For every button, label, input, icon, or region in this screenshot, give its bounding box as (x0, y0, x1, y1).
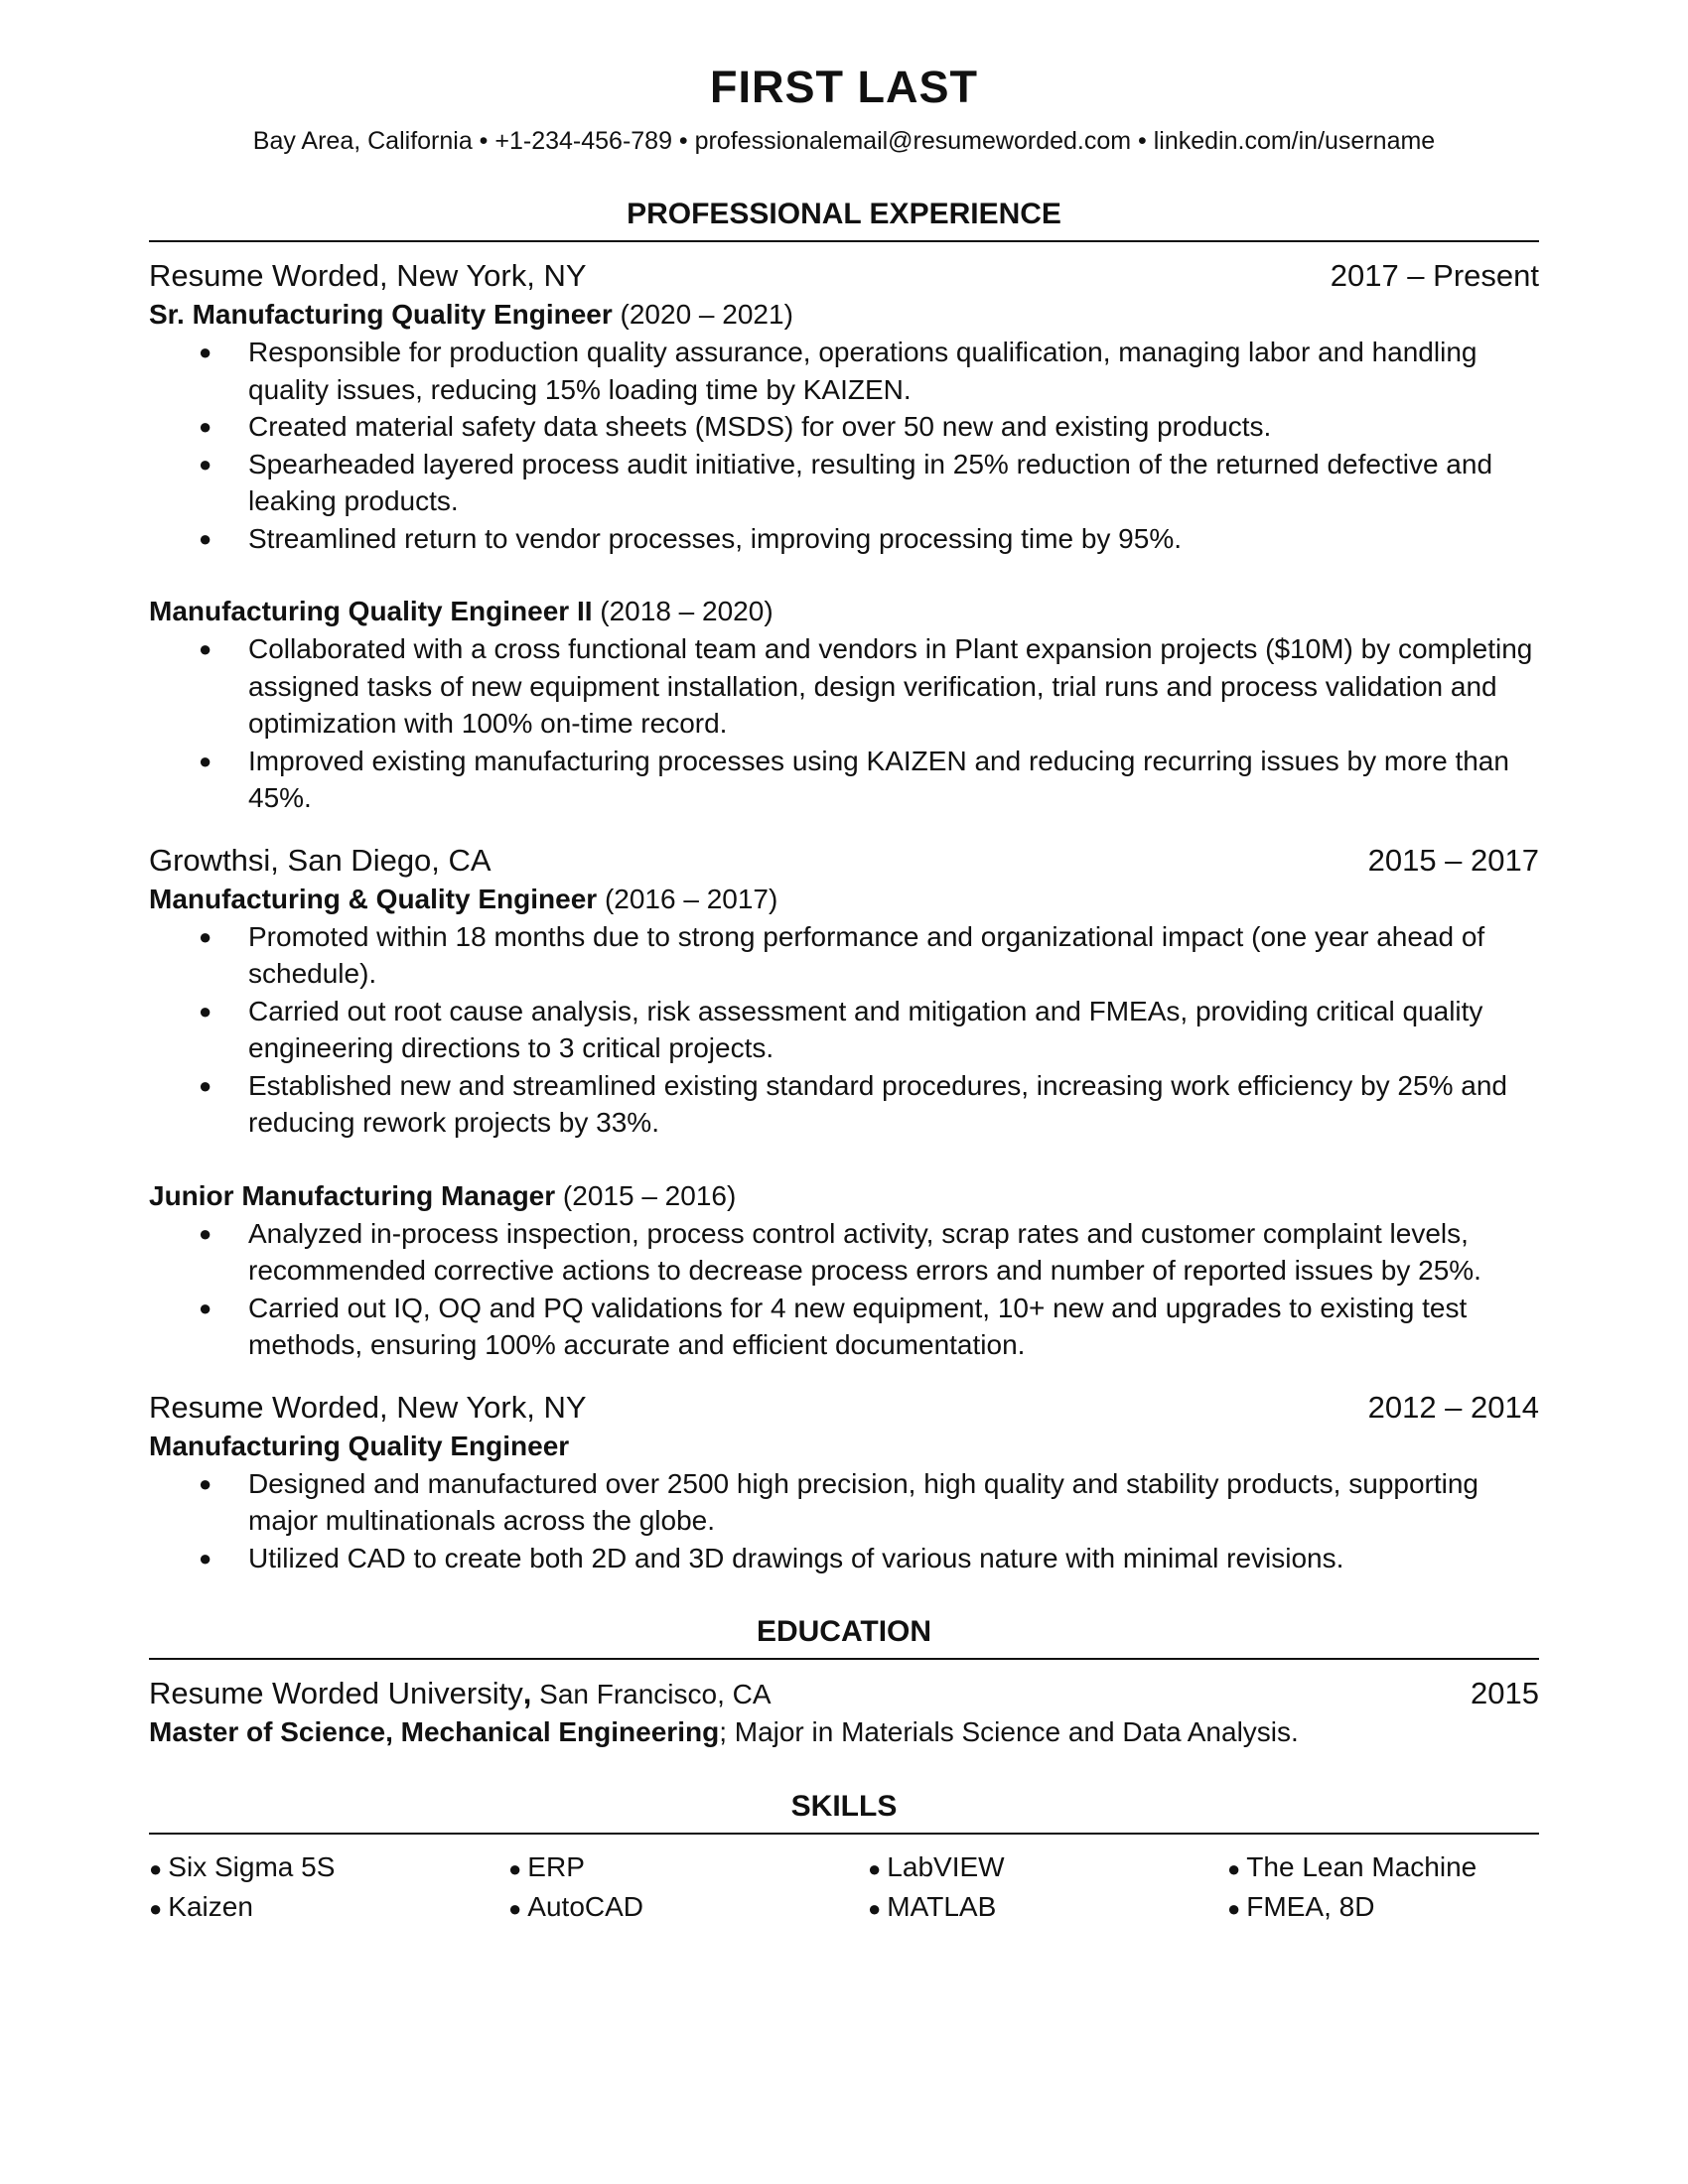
bullet-dot: ● (1227, 1856, 1241, 1881)
skills-section (149, 1787, 1539, 1927)
role-period: (2018 – 2020) (592, 596, 774, 626)
employment-dates: 2017 – Present (1330, 258, 1539, 293)
role-title: Manufacturing Quality Engineer II (149, 596, 593, 626)
skill-label: Kaizen (168, 1890, 253, 1922)
degree-line (149, 1713, 1539, 1751)
experience-heading: PROFESSIONAL EXPERIENCE (149, 195, 1539, 242)
bullet-dot: ● (508, 1895, 522, 1921)
skill-label: The Lean Machine (1246, 1851, 1477, 1882)
employment-dates: 2012 – 2014 (1367, 1389, 1539, 1425)
skill-item (1227, 1848, 1539, 1888)
skill-item (149, 1848, 508, 1888)
bullet-dot: ● (149, 1856, 163, 1881)
skill-item (508, 1888, 868, 1928)
role-bullets (149, 630, 1539, 817)
bullet-dot: ● (868, 1856, 882, 1881)
education-header (149, 1674, 1539, 1713)
graduation-year: 2015 (1471, 1676, 1539, 1710)
org-header (149, 256, 1539, 296)
role-heading (149, 1177, 1539, 1215)
role-period: (2016 – 2017) (597, 883, 778, 914)
skill-item (868, 1888, 1227, 1928)
role-title: Manufacturing Quality Engineer (149, 1430, 570, 1461)
skill-label: MATLAB (887, 1890, 997, 1922)
school-separator: , (522, 1676, 532, 1710)
role-heading (149, 593, 1539, 630)
role-bullets (149, 1465, 1539, 1577)
skill-item (149, 1888, 508, 1928)
contact-line: Bay Area, California • +1-234-456-789 • professionalemail@resumeworded.com • linkedin.com/in/username (252, 127, 1436, 155)
role-period: (2020 – 2021) (612, 299, 793, 330)
role-period: (2015 – 2016) (555, 1179, 737, 1211)
company-name: Resume Worded, New York, NY (149, 1389, 587, 1425)
school-location: San Francisco, CA (531, 1679, 772, 1709)
skills-heading: SKILLS (149, 1787, 1539, 1835)
school-name: Resume Worded University (149, 1676, 523, 1710)
role-title: Junior Manufacturing Manager (149, 1179, 556, 1211)
education-heading: EDUCATION (149, 1612, 1539, 1660)
bullet-dot: ● (149, 1895, 163, 1921)
bullet-item: ● Streamlined return to vendor processes, improving processing time by 95%. (149, 520, 1539, 558)
role-heading (149, 296, 1539, 334)
bullet-item: ● Collaborated with a cross functional team and vendors in Plant expansion projects ($10M) by completing assigned tasks of new equipment installation, design verification, trial runs and process validation and optimization with 100% on-time record. (149, 630, 1539, 743)
experience-section (149, 195, 1539, 1576)
skill-label: LabVIEW (887, 1851, 1005, 1882)
employment-dates: 2015 – 2017 (1367, 842, 1539, 878)
role-title: Sr. Manufacturing Quality Engineer (149, 299, 613, 330)
org-header (149, 1388, 1539, 1428)
company-name: Growthsi, San Diego, CA (149, 842, 492, 878)
bullet-item: ● Designed and manufactured over 2500 high precision, high quality and stability products, supporting major multinationals across the globe. (149, 1465, 1539, 1540)
skill-item (508, 1848, 868, 1888)
bullet-item: ● Established new and streamlined existing standard procedures, increasing work efficiency by 25% and reducing rework projects by 33%. (149, 1067, 1539, 1142)
bullet-item: ● Improved existing manufacturing processes using KAIZEN and reducing recurring issues by more than 45%. (149, 743, 1539, 817)
skill-label: Six Sigma 5S (168, 1851, 336, 1882)
skill-label: ERP (527, 1851, 585, 1882)
skill-label: FMEA, 8D (1246, 1890, 1375, 1922)
bullet-dot: ● (1227, 1895, 1241, 1921)
bullet-item: ● Promoted within 18 months due to strong performance and organizational impact (one year ahead of schedule). (149, 918, 1539, 993)
bullet-dot: ● (868, 1895, 882, 1921)
experience-org (149, 841, 1539, 1364)
role-bullets (149, 334, 1539, 557)
role-bullets (149, 918, 1539, 1142)
bullet-item: ● Carried out root cause analysis, risk assessment and mitigation and FMEAs, providing critical quality engineering directions to 3 critical projects. (149, 993, 1539, 1067)
company-name: Resume Worded, New York, NY (149, 258, 587, 293)
skill-item (868, 1848, 1227, 1888)
experience-org (149, 256, 1539, 817)
degree-detail: ; Major in Materials Science and Data Analysis. (719, 1716, 1299, 1747)
role-heading (149, 881, 1539, 918)
experience-org (149, 1388, 1539, 1577)
bullet-dot: ● (508, 1856, 522, 1881)
skill-item (1227, 1888, 1539, 1928)
role-title: Manufacturing & Quality Engineer (149, 883, 598, 914)
candidate-name: FIRST LAST (710, 62, 978, 112)
degree-title: Master of Science, Mechanical Engineering (149, 1716, 720, 1747)
bullet-item: ● Spearheaded layered process audit initiative, resulting in 25% reduction of the returned defective and leaking products. (149, 446, 1539, 520)
education-section (149, 1612, 1539, 1751)
skills-grid (149, 1848, 1539, 1927)
bullet-item: ● Responsible for production quality assurance, operations qualification, managing labor and handling quality issues, reducing 15% loading time by KAIZEN. (149, 334, 1539, 408)
bullet-item: ● Carried out IQ, OQ and PQ validations for 4 new equipment, 10+ new and upgrades to existing test methods, ensuring 100% accurate and efficient documentation. (149, 1290, 1539, 1364)
bullet-item: ● Utilized CAD to create both 2D and 3D drawings of various nature with minimal revisions. (149, 1540, 1539, 1577)
org-header (149, 841, 1539, 881)
skill-label: AutoCAD (527, 1890, 644, 1922)
bullet-item: ● Analyzed in-process inspection, process control activity, scrap rates and customer complaint levels, recommended corrective actions to decrease process errors and number of reported issues by 25%. (149, 1215, 1539, 1290)
role-heading (149, 1428, 1539, 1465)
bullet-item: ● Created material safety data sheets (MSDS) for over 50 new and existing products. (149, 408, 1539, 446)
role-bullets (149, 1215, 1539, 1364)
